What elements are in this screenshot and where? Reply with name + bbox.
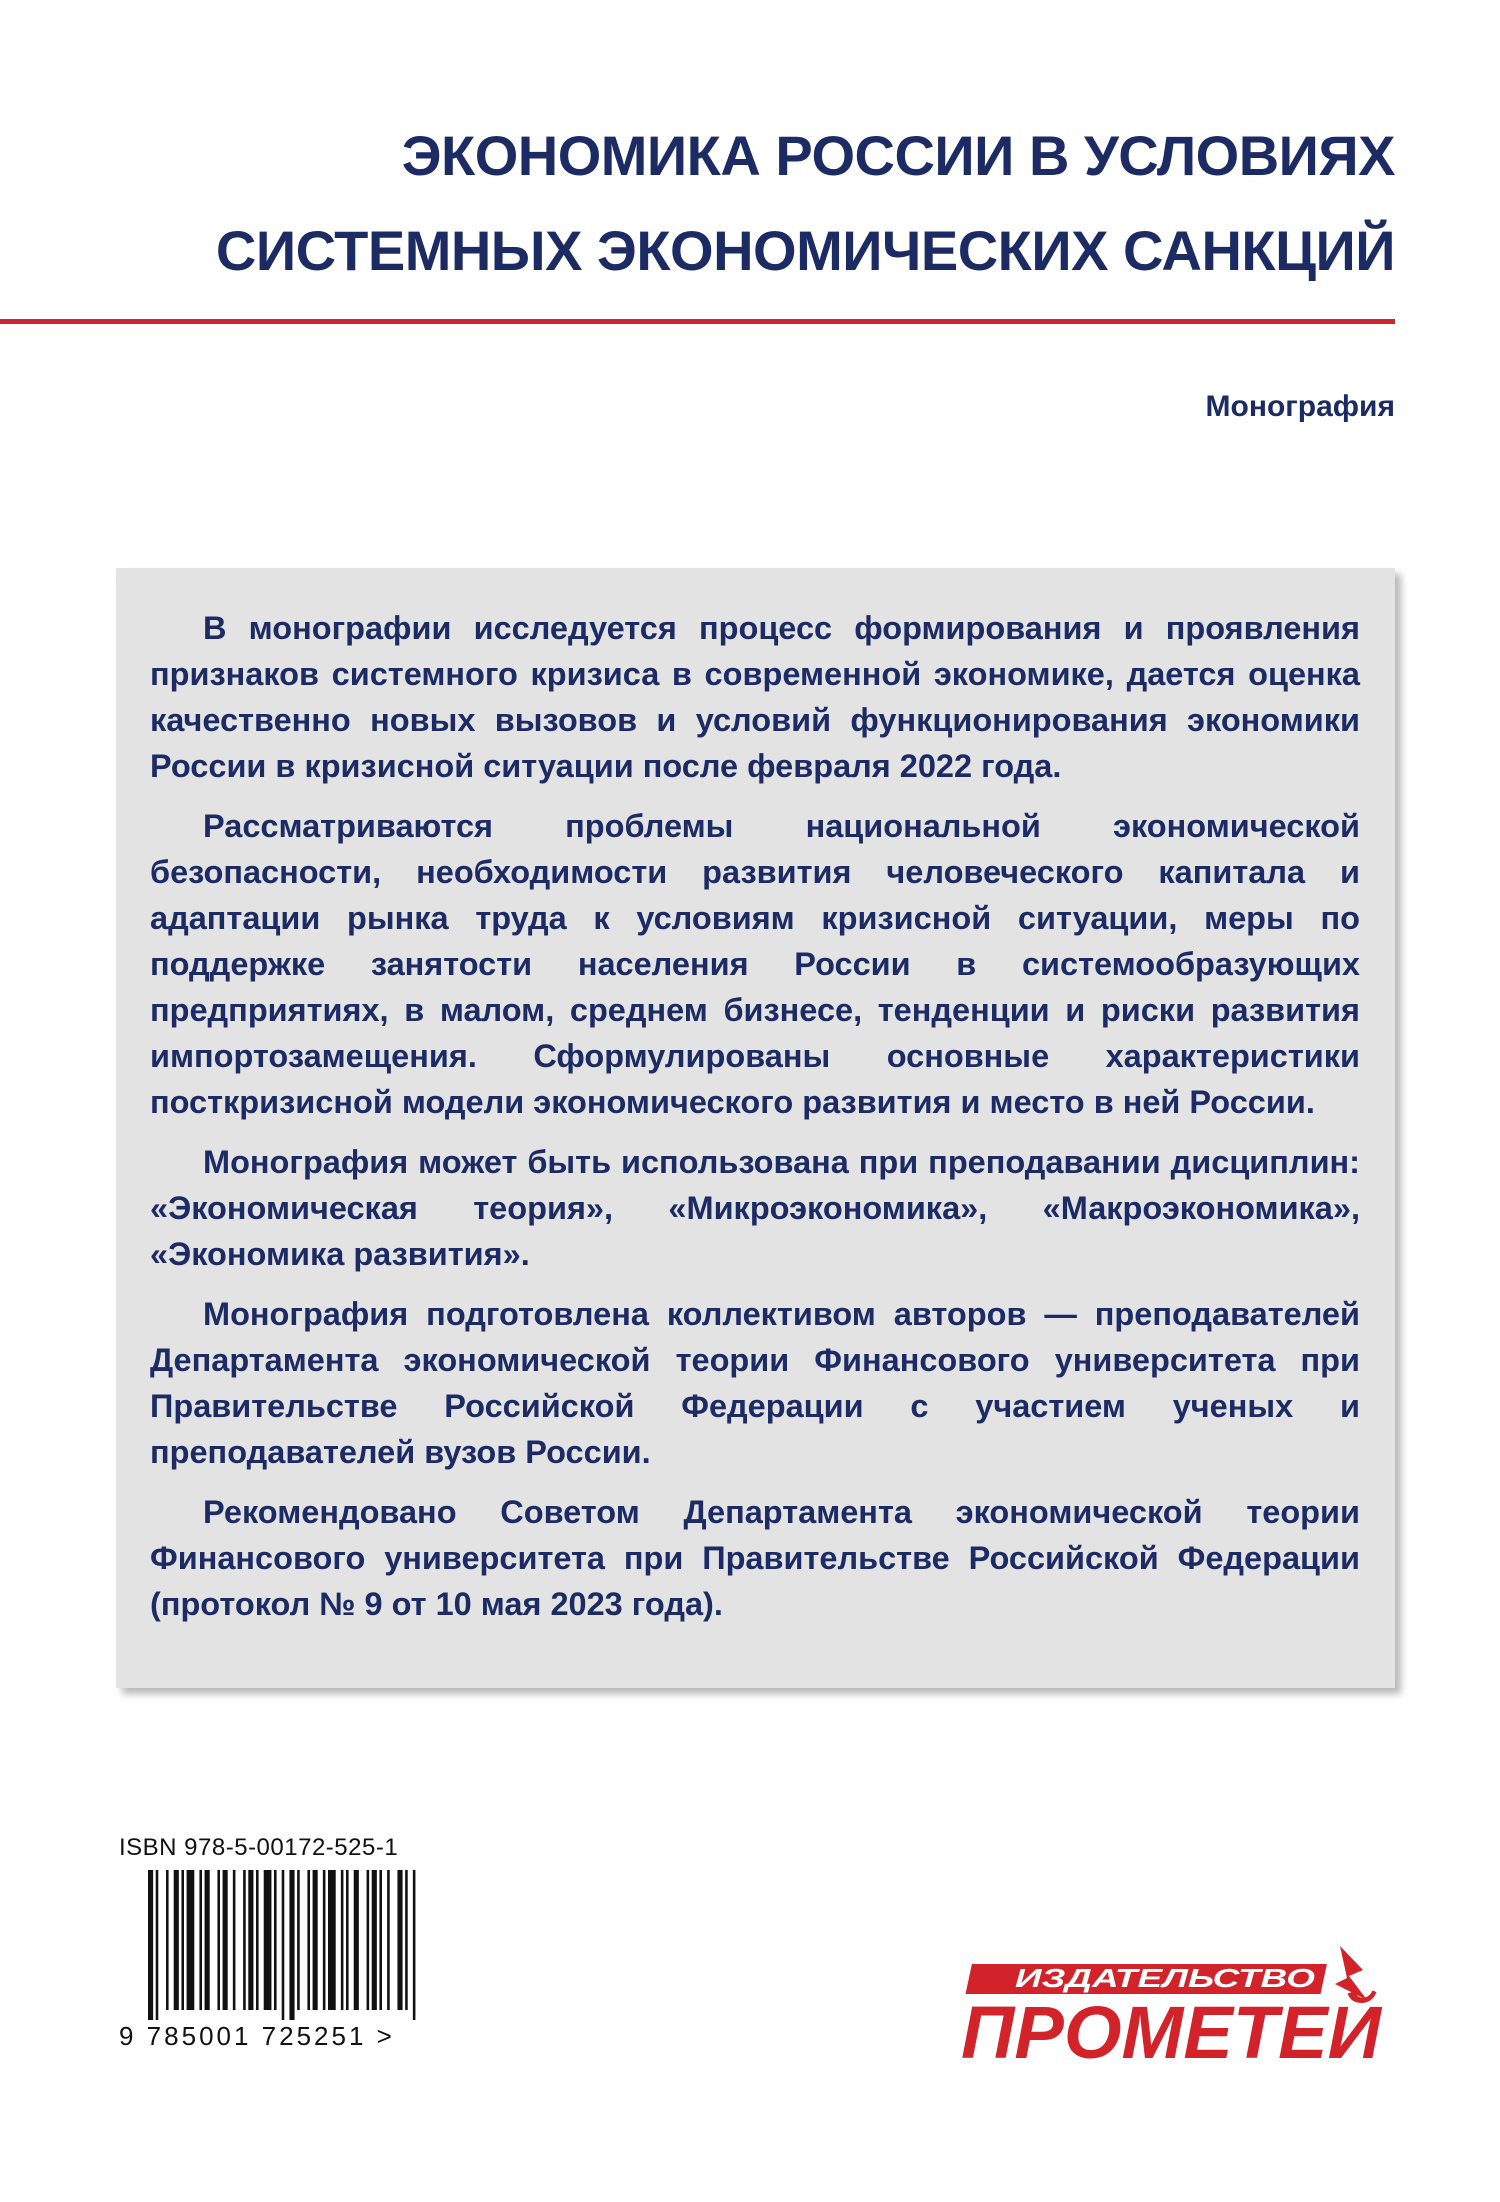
barcode-bar <box>264 1870 272 2010</box>
barcode-bar <box>187 1870 195 2010</box>
barcode-bar <box>248 1870 253 2010</box>
barcode-bar <box>397 1870 402 2010</box>
barcode-bar <box>205 1870 210 2010</box>
barcode-bar <box>217 1870 220 2010</box>
svg-text:ПРОМЕТЕЙ: ПРОМЕТЕЙ <box>961 1991 1380 2070</box>
barcode-bar <box>313 1870 318 2010</box>
barcode <box>148 1870 418 2020</box>
barcode-bar <box>405 1870 408 2010</box>
book-title-line-2: СИСТЕМНЫХ ЭКОНОМИЧЕСКИХ САНКЦИЙ <box>215 219 1395 282</box>
book-title-line-1: ЭКОНОМИКА РОССИИ В УСЛОВИЯХ <box>401 124 1395 187</box>
annotation-panel <box>116 568 1395 1688</box>
barcode-bar <box>243 1870 246 2010</box>
barcode-bar <box>379 1870 382 2010</box>
annotation-paragraph-5: Рекомендовано Советом Департамента экономической теории Финансового университета при Правительстве Российской Федерации (протокол № 9 от 10 мая 2023 года). <box>150 1494 1360 1622</box>
annotation-paragraph-2: Рассматриваются проблемы национальной экономической безопасности, необходимости развития человеческого капитала и адаптации рынка труда к условиям кризисной ситуации, меры по поддержке занятости населения России в системообразующих предприятиях, в малом, среднем бизнесе, тенденции и риски развития импортозамещения. Сформулированы основные характеристики посткризисной модели экономического развития и место в ней России. <box>150 808 1360 1120</box>
barcode-bar <box>328 1870 336 2010</box>
annotation-text <box>150 605 1360 1627</box>
book-title <box>60 108 1395 298</box>
barcode-bar <box>148 1870 153 2020</box>
annotation-paragraph-4: Монография подготовлена коллективом авторов — преподавателей Департамента экономической теории Финансового университета при Правительстве Российской Федерации с участием ученых и преподавателей вузов России. <box>150 1296 1360 1470</box>
isbn-label: ISBN 978-5-00172-525-1 <box>119 1834 399 1861</box>
barcode-bar <box>367 1870 370 2010</box>
barcode-bar <box>282 1870 285 2020</box>
barcode-bar <box>181 1870 184 2010</box>
svg-text:ИЗДАТЕЛЬСТВО: ИЗДАТЕЛЬСТВО <box>1015 1963 1315 1993</box>
barcode-bar <box>413 1870 416 2020</box>
title-divider-red-line <box>0 319 1395 324</box>
barcode-bar <box>174 1870 179 2010</box>
annotation-paragraph-3: Монография может быть использована при преподавании дисциплин: «Экономическая теория», «Микроэкономика», «Макроэкономика», «Экономика развития». <box>150 1144 1360 1272</box>
genre-label: Монография <box>1205 390 1395 423</box>
barcode-bar <box>307 1870 310 2010</box>
publisher-logo <box>955 1940 1395 2070</box>
barcode-bar <box>166 1870 169 2010</box>
barcode-bar <box>289 1870 294 2020</box>
barcode-bar <box>256 1870 259 2010</box>
barcode-bar <box>199 1870 202 2010</box>
barcode-bar <box>346 1870 349 2010</box>
barcode-bar <box>354 1870 359 2010</box>
barcode-bar <box>297 1870 300 2010</box>
barcode-bar <box>223 1870 228 2010</box>
barcode-bar <box>156 1870 159 2020</box>
barcode-bar <box>372 1870 377 2010</box>
barcode-digits: 9 785001 725251 > <box>119 2021 395 2051</box>
barcode-bar <box>274 1870 277 2010</box>
annotation-paragraph-1: В монографии исследуется процесс формирования и проявления признаков системного кризиса в современной экономике, дается оценка качественно новых вызовов и условий функционирования экономики России в кризисной ситуации после февраля 2022 года. <box>150 610 1360 784</box>
barcode-bar <box>233 1870 236 2010</box>
barcode-bar <box>323 1870 326 2010</box>
barcode-bar <box>387 1870 390 2010</box>
barcode-bar <box>341 1870 344 2010</box>
